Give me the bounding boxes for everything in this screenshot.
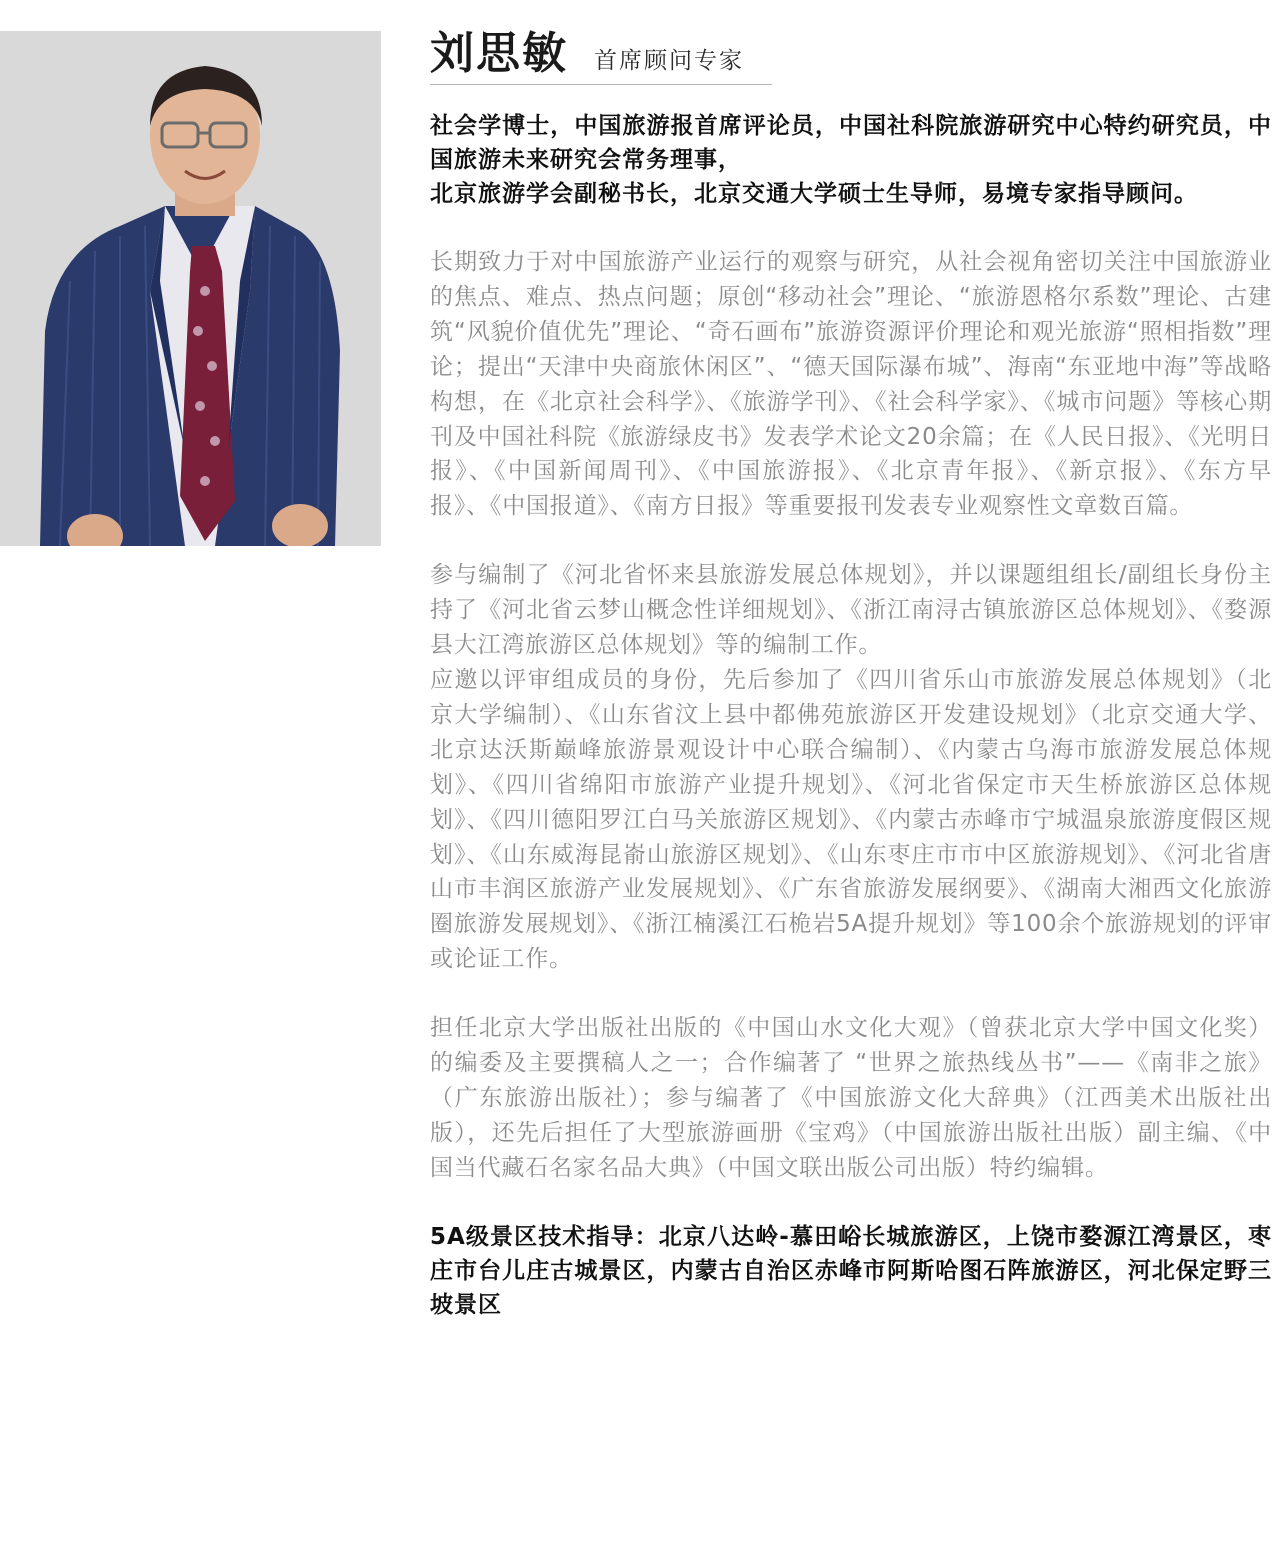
profile-photo — [0, 31, 381, 546]
person-name: 刘思敏 — [430, 28, 568, 79]
credentials-text: 社会学博士，中国旅游报首席评论员，中国社科院旅游研究中心特约研究员，中国旅游未来研究会常务理事， — [430, 113, 1272, 173]
research-paragraph: 长期致力于对中国旅游产业运行的观察与研究，从社会视角密切关注中国旅游业的焦点、难点、热点问题；原创“移动社会”理论、“旅游恩格尔系数”理论、古建筑“风貌价值优先”理论、“奇石画布”旅游资源评价理论和观光旅游“照相指数”理论；提出“天津中央商旅休闲区”、“德天国际瀑布城”、海南“东亚地中海”等战略构想，在《北京社会科学》、《旅游学刊》、《社会科学家》、《城市问题》等核心期刊及中国社科院《旅游绿皮书》发表学术论文20余篇；在《人民日报》、《光明日报》、《中国新闻周刊》、《中国旅游报》、《北京青年报》、《新京报》、《东方早报》、《中国报道》、《南方日报》等重要报刊发表专业观察性文章数百篇。 — [430, 249, 1272, 520]
profile-header — [430, 26, 772, 85]
planning-paragraph: 参与编制了《河北省怀来县旅游发展总体规划》，并以课题组组长/副组长身份主持了《河北省云梦山概念性详细规划》、《浙江南浔古镇旅游区总体规划》、《婺源县大江湾旅游区总体规划》等的编制工作。 — [430, 562, 1272, 659]
profile-content — [430, 26, 1272, 1322]
guidance-paragraph: 5A级景区技术指导：北京八达岭-慕田峪长城旅游区，上饶市婺源江湾景区，枣庄市台儿庄古城景区，内蒙古自治区赤峰市阿斯哈图石阵旅游区，河北保定野三坡景区 — [430, 1223, 1272, 1318]
credentials-text-2: 北京旅游学会副秘书长，北京交通大学硕士生导师，易境专家指导顾问。 — [430, 181, 1198, 207]
review-paragraph: 应邀以评审组成员的身份，先后参加了《四川省乐山市旅游发展总体规划》（北京大学编制）、《山东省汶上县中都佛苑旅游区开发建设规划》（北京交通大学、北京达沃斯巅峰旅游景观设计中心联合编制）、《内蒙古乌海市旅游发展总体规划》、《四川省绵阳市旅游产业提升规划》、《河北省保定市天生桥旅游区总体规划》、《四川德阳罗江白马关旅游区规划》、《内蒙古赤峰市宁城温泉旅游度假区规划》、《山东威海昆嵛山旅游区规划》、《山东枣庄市市中区旅游规划》、《河北省唐山市丰润区旅游产业发展规划》、《广东省旅游发展纲要》、《湖南大湘西文化旅游圈旅游发展规划》、《浙江楠溪江石桅岩5A提升规划》等100余个旅游规划的评审或论证工作。 — [430, 666, 1272, 973]
person-title: 首席顾问专家 — [594, 48, 744, 74]
publications-paragraph: 担任北京大学出版社出版的《中国山水文化大观》（曾获北京大学中国文化奖）的编委及主要撰稿人之一；合作编著了 “世界之旅热线丛书”——《南非之旅》（广东旅游出版社）；参与编著了《中国旅游文化大辞典》（江西美术出版社出版），还先后担任了大型旅游画册《宝鸡》（中国旅游出版社出版）副主编、《中国当代藏石名家名品大典》（中国文联出版公司出版）特约编辑。 — [430, 1015, 1272, 1181]
portrait-illustration — [0, 31, 381, 546]
